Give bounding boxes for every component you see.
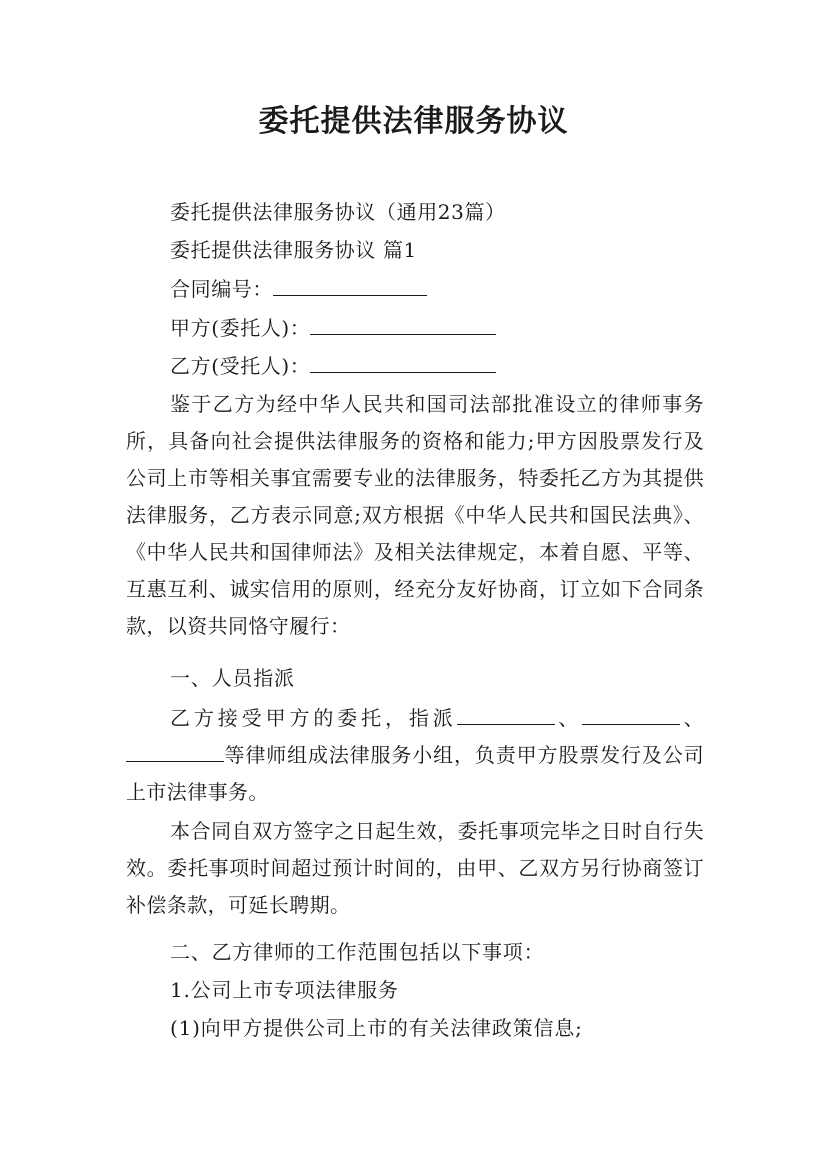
document-subtitle: 委托提供法律服务协议（通用23篇） <box>170 200 506 224</box>
item-1-heading: 1.公司上市专项法律服务 <box>170 978 399 1002</box>
party-a-line <box>170 313 496 343</box>
party-b-line <box>170 351 496 381</box>
document-title: 委托提供法律服务协议 <box>258 104 569 139</box>
lawyer-name-blank-1 <box>457 704 555 725</box>
party-b-label: 乙方(受托人)： <box>170 354 311 378</box>
party-b-blank <box>310 352 496 373</box>
party-a-blank <box>310 314 496 335</box>
contract-number-blank <box>273 275 427 296</box>
contract-number-label: 合同编号： <box>170 277 273 301</box>
section-1-heading: 一、人员指派 <box>170 666 295 690</box>
assignment-separator-2: 、 <box>680 706 704 730</box>
contract-number-line <box>170 274 427 304</box>
validity-paragraph: 本合同自双方签字之日起生效，委托事项完毕之日时自行失效。委托事项时间超过预计时间的，由甲、乙双方另行协商签订补偿条款，可延长聘期。 <box>126 819 704 917</box>
assignment-suffix: 等律师组成法律服务小组，负责甲方股票发行及公司上市法律事务。 <box>126 743 704 804</box>
part-heading: 委托提供法律服务协议 篇1 <box>170 238 417 262</box>
assignment-separator-1: 、 <box>554 706 583 730</box>
lawyer-name-blank-2 <box>582 704 680 725</box>
section-2-heading: 二、乙方律师的工作范围包括以下事项： <box>170 940 545 964</box>
assignment-paragraph <box>126 700 704 811</box>
assignment-prefix: 乙方接受甲方的委托，指派 <box>170 706 457 730</box>
party-a-label: 甲方(委托人)： <box>170 316 311 340</box>
lawyer-name-blank-3 <box>126 741 224 762</box>
item-1-sub-1: (1)向甲方提供公司上市的有关法律政策信息; <box>170 1016 583 1040</box>
preamble-paragraph: 鉴于乙方为经中华人民共和国司法部批准设立的律师事务所，具备向社会提供法律服务的资格和能力;甲方因股票发行及公司上市等相关事宜需要专业的法律服务，特委托乙方为其提供法律服务，乙方表示同意;双方根据《中华人民共和国民法典》、《中华人民共和国律师法》及相关法律规定，本着自愿、平等、互惠互利、诚实信用的原则，经充分友好协商，订立如下合同条款，以资共同恪守履行： <box>126 392 704 638</box>
